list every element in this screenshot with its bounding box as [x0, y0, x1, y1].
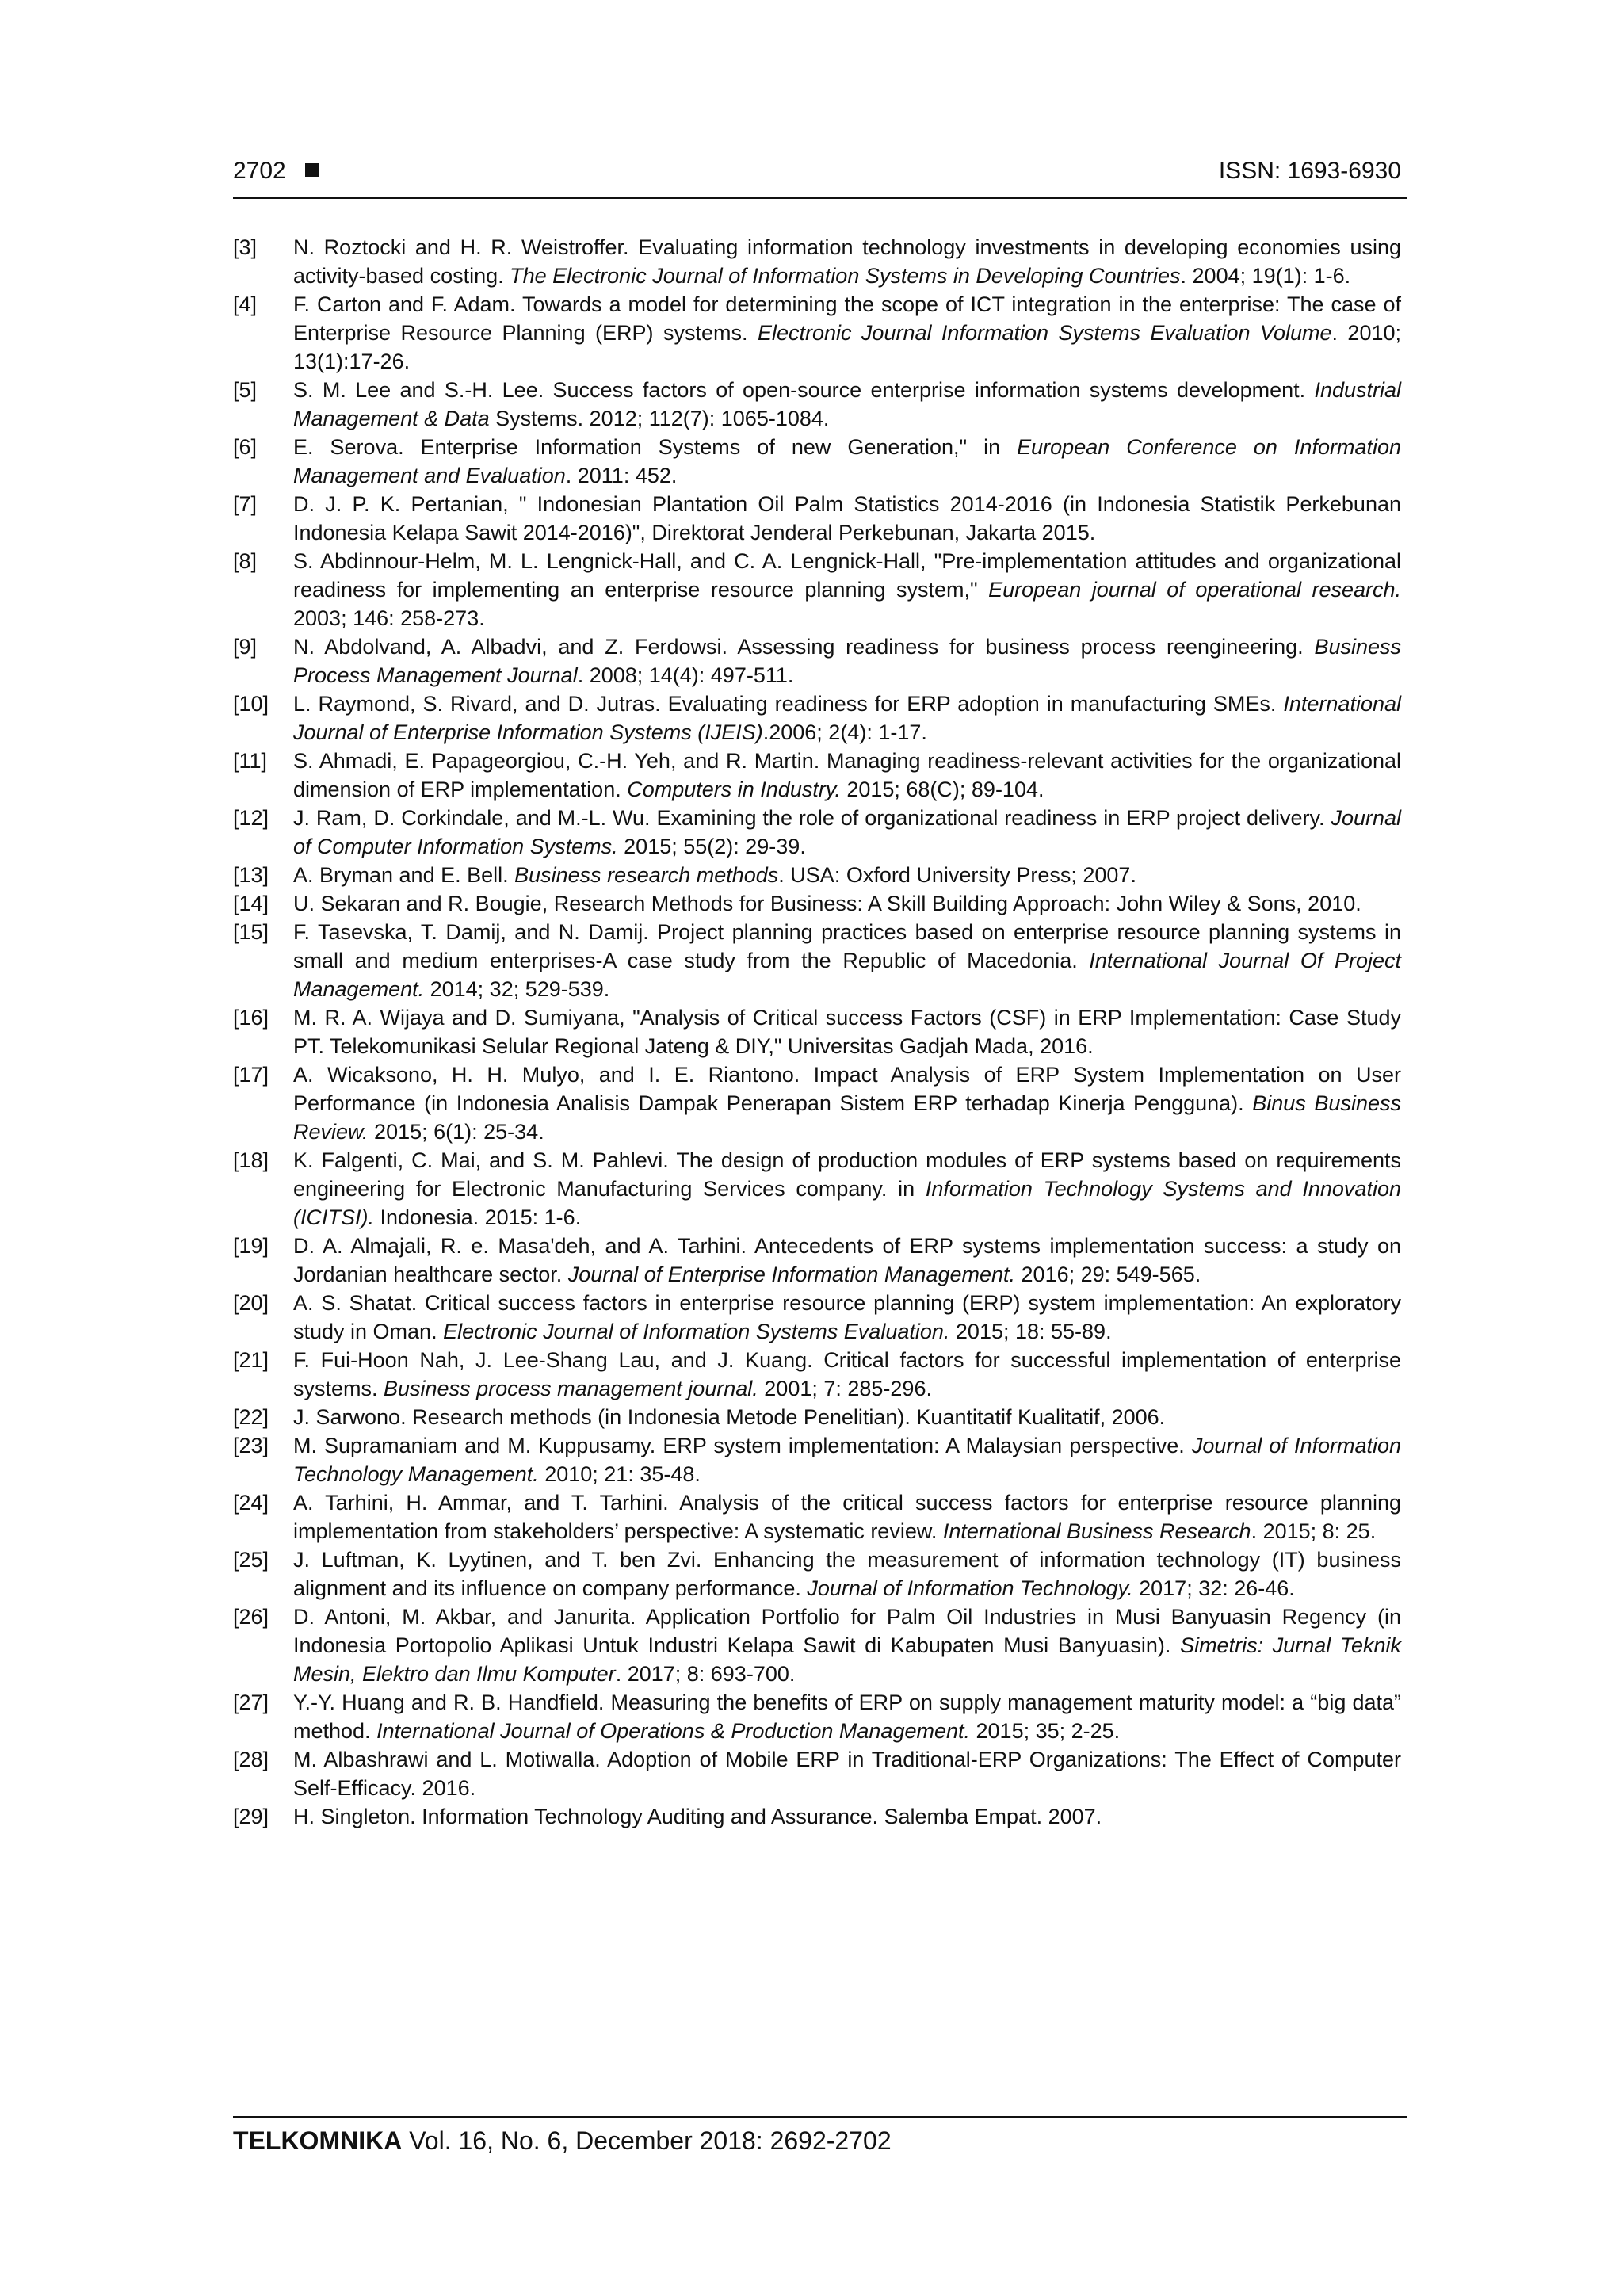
reference-text-segment: 2001; 7: 285-296.	[758, 1377, 932, 1400]
reference-text-segment: 2015; 6(1): 25-34.	[368, 1120, 544, 1144]
reference-text	[293, 1289, 1401, 1346]
reference-text	[293, 1688, 1401, 1745]
reference-number: [22]	[233, 1405, 269, 1429]
reference-text	[293, 1488, 1401, 1545]
reference-item	[233, 547, 1401, 632]
page-number-text: 2702	[233, 158, 286, 184]
reference-text-segment: 2015; 35; 2-25.	[970, 1719, 1121, 1743]
reference-text-segment: L. Raymond, S. Rivard, and D. Jutras. Evaluating readiness for ERP adoption in manufacturing SMEs.	[293, 692, 1284, 716]
reference-number: [21]	[233, 1348, 269, 1372]
page-header	[233, 155, 1407, 199]
reference-text-segment: Indonesia. 2015: 1-6.	[374, 1205, 582, 1229]
reference-text	[293, 1232, 1401, 1289]
reference-number: [8]	[233, 549, 258, 573]
reference-number: [27]	[233, 1690, 269, 1714]
reference-source-title: Information Technology Systems and Innovation (ICITSI).	[293, 1177, 1401, 1229]
reference-text-segment: 2016; 29: 549-565.	[1015, 1263, 1201, 1286]
reference-text-segment: E. Serova. Enterprise Information Systems of new Generation," in	[293, 435, 1018, 459]
reference-number: [12]	[233, 806, 269, 830]
reference-text-segment: U. Sekaran and R. Bougie, Research Methods for Business: A Skill Building Approach: John Wiley & Sons, 2010.	[293, 892, 1361, 915]
reference-item	[233, 1745, 1401, 1802]
reference-item	[233, 1060, 1401, 1146]
reference-text-segment: . USA: Oxford University Press; 2007.	[778, 863, 1136, 887]
reference-item	[233, 1146, 1401, 1232]
reference-item	[233, 433, 1401, 490]
reference-text	[293, 1603, 1401, 1688]
reference-number: [24]	[233, 1491, 269, 1515]
reference-text	[293, 804, 1401, 861]
reference-source-title: Computers in Industry.	[627, 777, 841, 801]
reference-item	[233, 1289, 1401, 1346]
page-number	[233, 155, 319, 187]
reference-text-segment: 2015; 55(2): 29-39.	[617, 835, 806, 858]
reference-text	[293, 1146, 1401, 1232]
reference-source-title: Journal of Information Technology.	[807, 1576, 1133, 1600]
reference-source-title: The Electronic Journal of Information Systems in Developing Countries	[510, 264, 1181, 288]
reference-text-segment: Systems. 2012; 112(7): 1065-1084.	[489, 407, 830, 430]
issn-label: ISSN: 1693-6930	[1218, 158, 1401, 184]
reference-text-segment: 2003; 146: 258-273.	[293, 606, 485, 630]
reference-number: [15]	[233, 920, 269, 944]
reference-number: [18]	[233, 1148, 269, 1172]
reference-source-title: International Journal of Enterprise Information Systems (IJEIS)	[293, 692, 1401, 744]
reference-item	[233, 1488, 1401, 1545]
reference-number: [13]	[233, 863, 269, 887]
reference-text-segment: F. Tasevska, T. Damij, and N. Damij. Project planning practices based on enterprise resource planning systems in small and medium enterprises-A case study from the Republic of Macedonia.	[293, 920, 1401, 972]
reference-number: [9]	[233, 635, 258, 659]
reference-text-segment: . 2008; 14(4): 497-511.	[577, 663, 794, 687]
reference-text-segment: F. Carton and F. Adam. Towards a model for determining the scope of ICT integration in the enterprise: The case of Enterprise Resource Planning (ERP) systems.	[293, 292, 1401, 345]
reference-text-segment: S. Abdinnour-Helm, M. L. Lengnick-Hall, and C. A. Lengnick-Hall, "Pre-implementation attitudes and organizational readiness for implementing an enterprise resource planning system,"	[293, 549, 1401, 602]
reference-text	[293, 433, 1401, 490]
reference-text	[293, 1003, 1401, 1060]
reference-number: [4]	[233, 292, 258, 316]
reference-text	[293, 747, 1401, 804]
reference-item	[233, 1802, 1401, 1831]
reference-number: [3]	[233, 235, 258, 259]
reference-text	[293, 1545, 1401, 1603]
reference-text-segment: 2010; 21: 35-48.	[538, 1462, 701, 1486]
reference-source-title: Journal of Computer Information Systems.	[293, 806, 1401, 858]
reference-number: [26]	[233, 1605, 269, 1629]
reference-number: [17]	[233, 1063, 269, 1087]
reference-text-segment: . 2017; 8: 693-700.	[615, 1662, 796, 1686]
reference-source-title: Binus Business Review.	[293, 1091, 1401, 1144]
reference-item	[233, 1688, 1401, 1745]
black-square-icon	[305, 163, 319, 177]
reference-item	[233, 1431, 1401, 1488]
reference-text-segment: J. Sarwono. Research methods (in Indonesia Metode Penelitian). Kuantitatif Kualitatif, 2006.	[293, 1405, 1166, 1429]
reference-text-segment: N. Roztocki and H. R. Weistroffer. Evaluating information technology investments in developing economies using activity-based costing.	[293, 235, 1401, 288]
reference-text	[293, 490, 1401, 547]
reference-text	[293, 889, 1401, 918]
reference-source-title: International Business Research	[942, 1519, 1251, 1543]
reference-text-segment: 2015; 18: 55-89.	[949, 1320, 1112, 1343]
reference-item	[233, 804, 1401, 861]
reference-text	[293, 233, 1401, 290]
reference-text-segment: A. Wicaksono, H. H. Mulyo, and I. E. Riantono. Impact Analysis of ERP System Implementation on User Performance (in Indonesia Analisis Dampak Penerapan Sistem ERP terhadap Kinerja Pengguna).	[293, 1063, 1401, 1115]
reference-text-segment: A. Bryman and E. Bell.	[293, 863, 515, 887]
reference-item	[233, 290, 1401, 376]
reference-number: [25]	[233, 1548, 269, 1572]
reference-source-title: Business process management journal.	[384, 1377, 758, 1400]
reference-number: [6]	[233, 435, 258, 459]
reference-text-segment: .2006; 2(4): 1-17.	[762, 720, 927, 744]
reference-item	[233, 1545, 1401, 1603]
reference-text-segment: D. Antoni, M. Akbar, and Janurita. Application Portfolio for Palm Oil Industries in Musi Banyuasin Regency (in Indonesia Portopolio Aplikasi Untuk Industri Kelapa Sawit di Kabupaten Musi Banyuasin).	[293, 1605, 1401, 1657]
reference-source-title: International Journal Of Project Management.	[293, 949, 1402, 1001]
reference-text-segment: S. Ahmadi, E. Papageorgiou, C.-H. Yeh, and R. Martin. Managing readiness-relevant activities for the organizational dimension of ERP implementation.	[293, 749, 1401, 801]
reference-text	[293, 1060, 1401, 1146]
reference-text-segment: M. R. A. Wijaya and D. Sumiyana, "Analysis of Critical success Factors (CSF) in ERP Implementation: Case Study PT. Telekomunikasi Selular Regional Jateng & DIY," Universitas Gadjah Mada, 2016.	[293, 1006, 1401, 1058]
reference-item	[233, 1346, 1401, 1403]
reference-text	[293, 1745, 1401, 1802]
reference-item	[233, 747, 1401, 804]
reference-number: [20]	[233, 1291, 269, 1315]
reference-text-segment: 2014; 32; 529-539.	[424, 977, 610, 1001]
reference-source-title: Simetris: Jurnal Teknik Mesin, Elektro dan Ilmu Komputer	[293, 1633, 1402, 1686]
reference-item	[233, 1603, 1401, 1688]
reference-number: [7]	[233, 492, 258, 516]
reference-item	[233, 1003, 1401, 1060]
reference-source-title: Electronic Journal of Information Systems Evaluation.	[443, 1320, 950, 1343]
reference-source-title: Industrial Management & Data	[293, 378, 1401, 430]
reference-item	[233, 861, 1401, 889]
reference-text	[293, 376, 1401, 433]
reference-text	[293, 1346, 1401, 1403]
reference-item	[233, 632, 1401, 690]
reference-item	[233, 233, 1401, 290]
reference-item	[233, 1232, 1401, 1289]
reference-text-segment: 2015; 68(C); 89-104.	[840, 777, 1044, 801]
reference-number: [16]	[233, 1006, 269, 1030]
reference-list	[233, 233, 1401, 1831]
reference-text-segment: S. M. Lee and S.-H. Lee. Success factors of open-source enterprise information systems development.	[293, 378, 1315, 402]
reference-item	[233, 490, 1401, 547]
reference-text-segment: J. Ram, D. Corkindale, and M.-L. Wu. Examining the role of organizational readiness in ERP project delivery.	[293, 806, 1331, 830]
reference-number: [23]	[233, 1434, 269, 1457]
reference-text	[293, 1403, 1401, 1431]
reference-source-title: European Conference on Information Management and Evaluation	[293, 435, 1401, 487]
reference-text	[293, 290, 1401, 376]
reference-text-segment: N. Abdolvand, A. Albadvi, and Z. Ferdowsi. Assessing readiness for business process reengineering.	[293, 635, 1315, 659]
reference-text	[293, 861, 1401, 889]
reference-number: [19]	[233, 1234, 269, 1258]
reference-text-segment: H. Singleton. Information Technology Auditing and Assurance. Salemba Empat. 2007.	[293, 1805, 1102, 1828]
reference-source-title: Journal of Enterprise Information Management.	[567, 1263, 1016, 1286]
reference-source-title: Journal of Information Technology Management.	[293, 1434, 1402, 1486]
reference-item	[233, 376, 1401, 433]
reference-text	[293, 690, 1401, 747]
reference-text-segment: F. Fui-Hoon Nah, J. Lee-Shang Lau, and J. Kuang. Critical factors for successful implementation of enterprise systems.	[293, 1348, 1401, 1400]
journal-name: TELKOMNIKA	[233, 2126, 403, 2155]
reference-number: [28]	[233, 1748, 269, 1771]
reference-number: [14]	[233, 892, 269, 915]
reference-item	[233, 1403, 1401, 1431]
reference-text	[293, 1802, 1401, 1831]
reference-item	[233, 889, 1401, 918]
reference-text-segment: J. Luftman, K. Lyytinen, and T. ben Zvi. Enhancing the measurement of information technology (IT) business alignment and its influence on company performance.	[293, 1548, 1401, 1600]
reference-item	[233, 690, 1401, 747]
reference-text	[293, 918, 1401, 1003]
reference-source-title: European journal of operational research.	[988, 578, 1402, 602]
reference-source-title: International Journal of Operations & Production Management.	[376, 1719, 971, 1743]
reference-text-segment: A. S. Shatat. Critical success factors in enterprise resource planning (ERP) system implementation: An exploratory study in Oman.	[293, 1291, 1401, 1343]
reference-text-segment: 2017; 32: 26-46.	[1132, 1576, 1295, 1600]
reference-text-segment: D. A. Almajali, R. e. Masa'deh, and A. Tarhini. Antecedents of ERP systems implementation success: a study on Jordanian healthcare sector.	[293, 1234, 1401, 1286]
reference-text	[293, 632, 1401, 690]
reference-text-segment: . 2004; 19(1): 1-6.	[1180, 264, 1351, 288]
reference-number: [29]	[233, 1805, 269, 1828]
reference-text-segment: M. Albashrawi and L. Motiwalla. Adoption of Mobile ERP in Traditional-ERP Organizations: The Effect of Computer Self-Efficacy. 2016.	[293, 1748, 1401, 1800]
reference-text-segment: Y.-Y. Huang and R. B. Handfield. Measuring the benefits of ERP on supply management maturity model: a “big data” method.	[293, 1690, 1401, 1743]
reference-text	[293, 547, 1401, 632]
reference-number: [11]	[233, 749, 268, 773]
reference-text	[293, 1431, 1401, 1488]
reference-text-segment: . 2011: 452.	[565, 464, 678, 487]
reference-item	[233, 918, 1401, 1003]
reference-source-title: Business research methods	[514, 863, 779, 887]
journal-citation: Vol. 16, No. 6, December 2018: 2692-2702	[409, 2126, 892, 2155]
reference-text-segment: M. Supramaniam and M. Kuppusamy. ERP system implementation: A Malaysian perspective.	[293, 1434, 1192, 1457]
reference-text-segment: D. J. P. K. Pertanian, " Indonesian Plantation Oil Palm Statistics 2014-2016 (in Indonesia Statistik Perkebunan Indonesia Kelapa Sawit 2014-2016)", Direktorat Jenderal Perkebunan, Jakarta 2015.	[293, 492, 1401, 544]
reference-number: [10]	[233, 692, 269, 716]
reference-number: [5]	[233, 378, 258, 402]
reference-text-segment: K. Falgenti, C. Mai, and S. M. Pahlevi. The design of production modules of ERP systems based on requirements engineering for Electronic Manufacturing Services company. in	[293, 1148, 1401, 1201]
reference-text-segment: A. Tarhini, H. Ammar, and T. Tarhini. Analysis of the critical success factors for enterprise resource planning implementation from stakeholders’ perspective: A systematic review.	[293, 1491, 1401, 1543]
reference-text-segment: . 2010; 13(1):17-26.	[293, 321, 1401, 373]
reference-text-segment: . 2015; 8: 25.	[1251, 1519, 1377, 1543]
page-footer	[233, 2116, 1407, 2160]
reference-source-title: Business Process Management Journal	[293, 635, 1401, 687]
reference-source-title: Electronic Journal Information Systems Evaluation Volume	[757, 321, 1332, 345]
